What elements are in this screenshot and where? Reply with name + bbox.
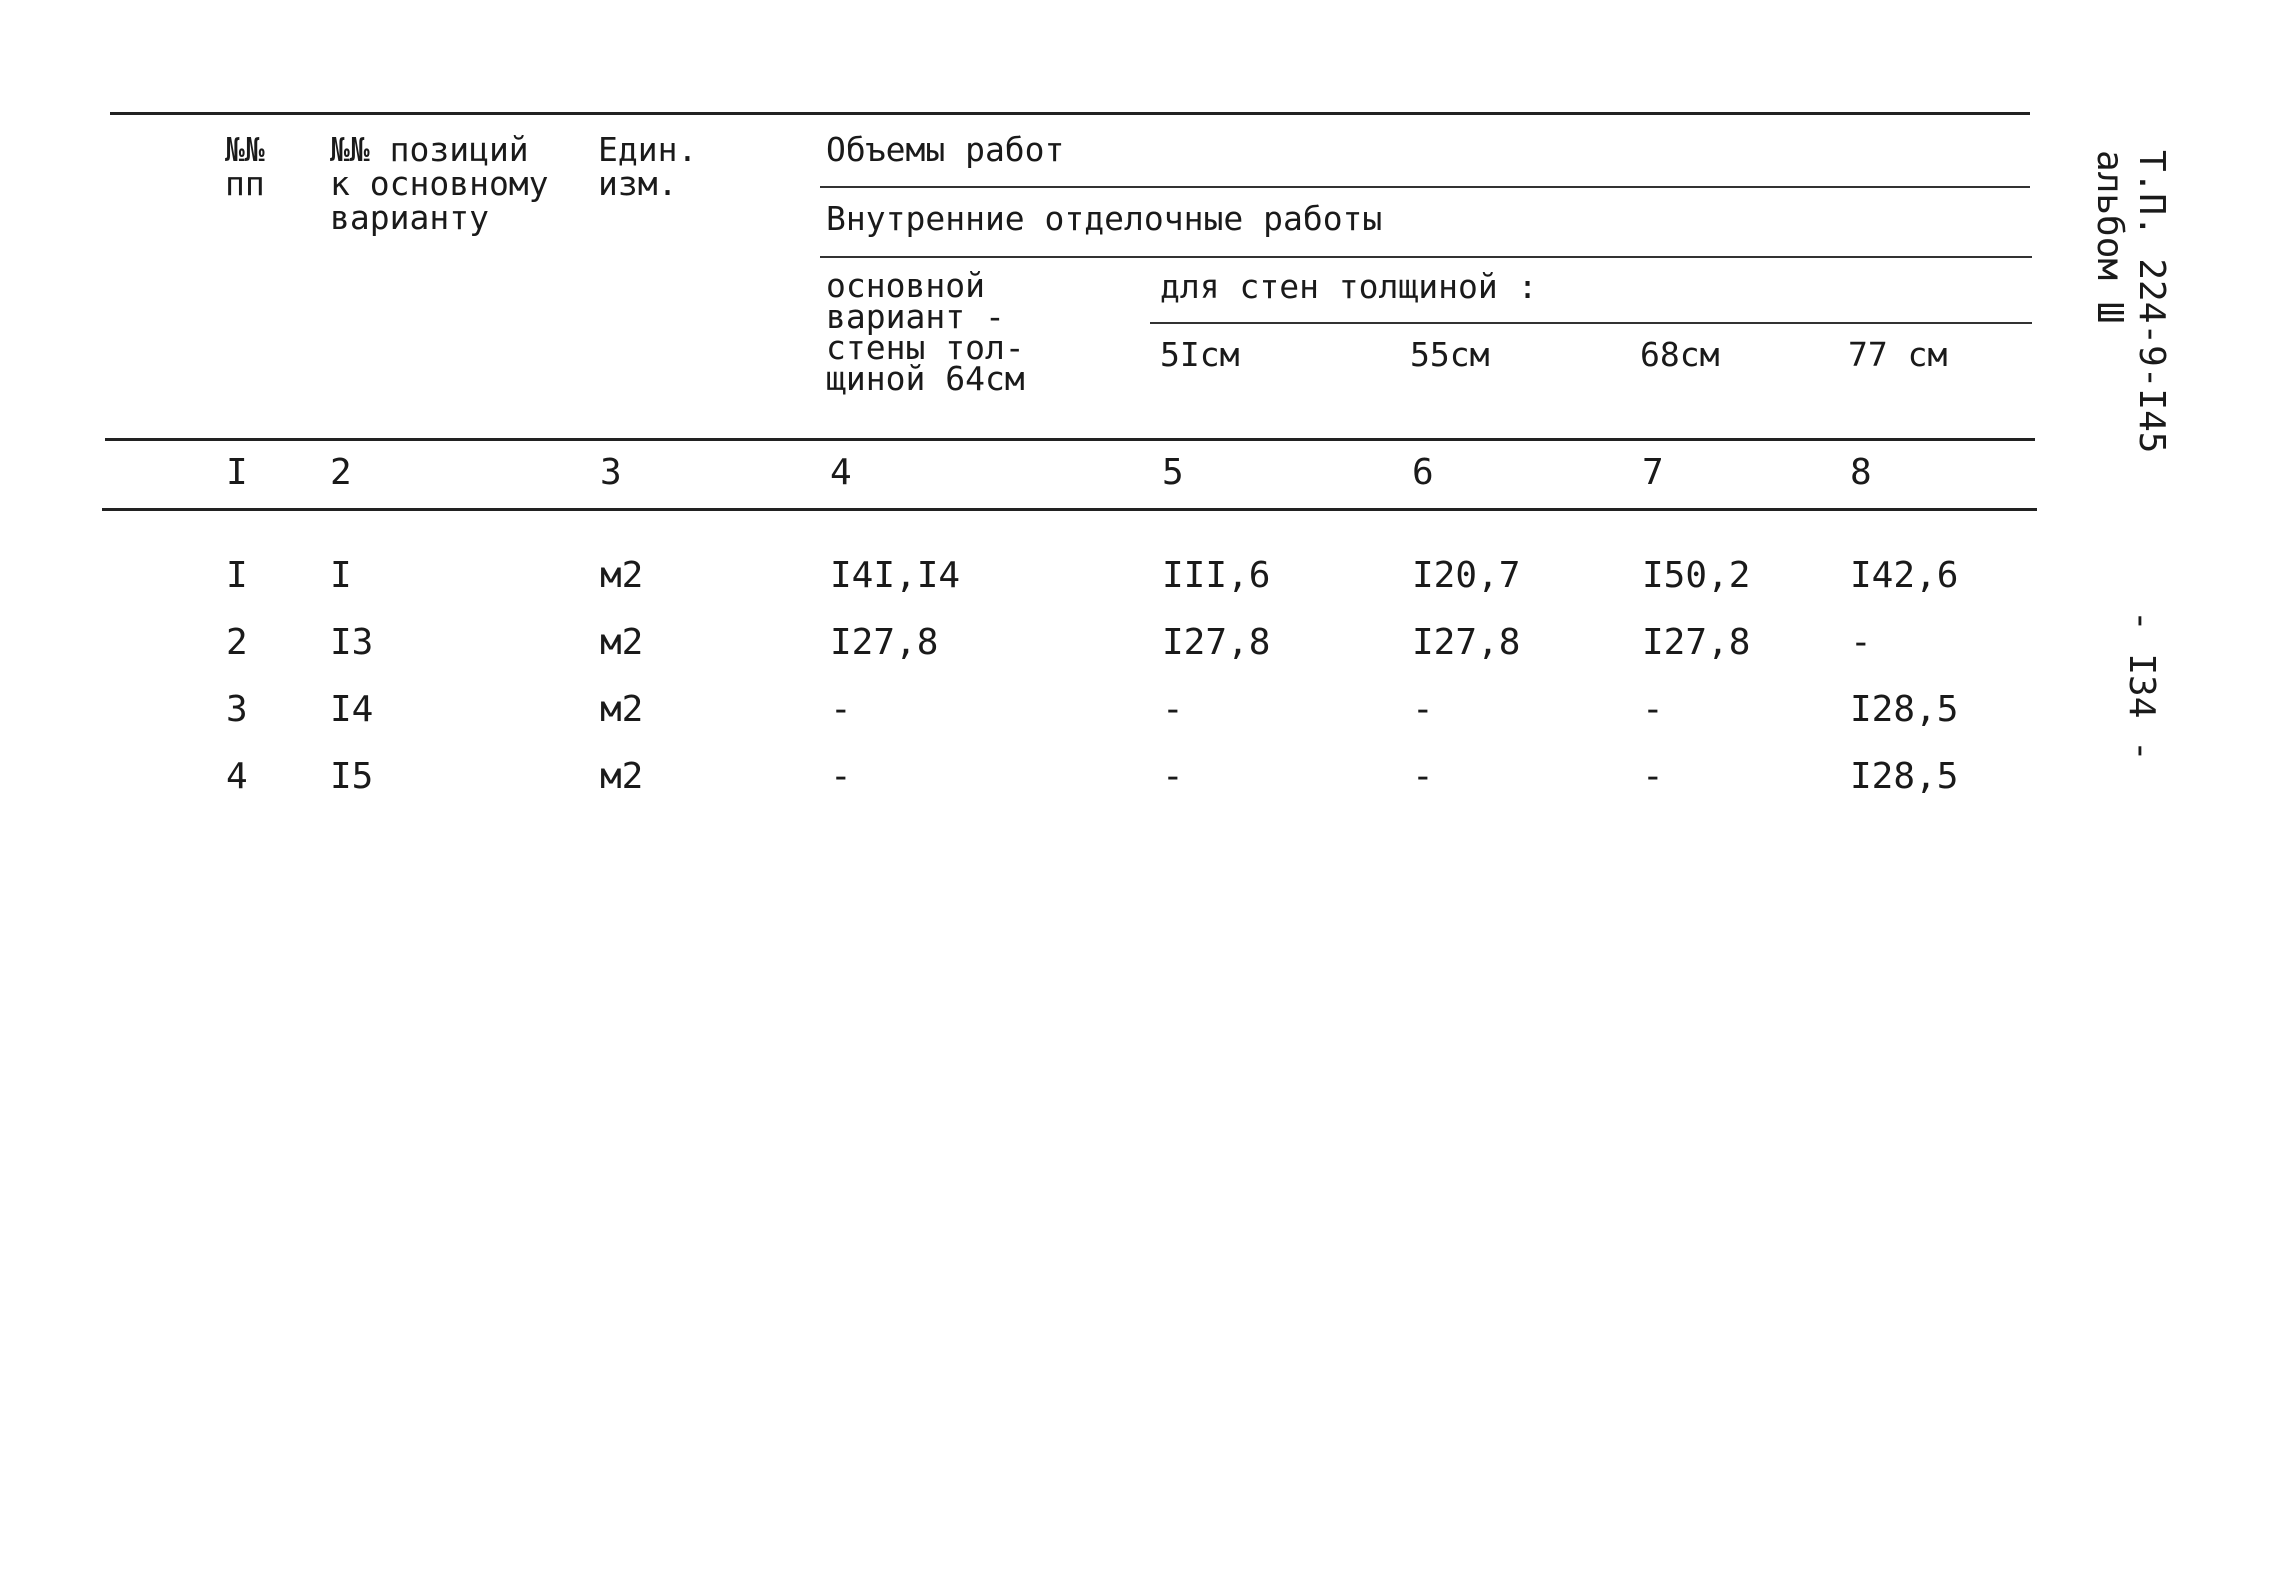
header-unit: Един. изм. [598, 130, 698, 203]
unit-cell: м2 [600, 756, 644, 797]
column-number: I [226, 452, 248, 493]
header-bottom-rule [105, 438, 2035, 441]
column-number: 5 [1162, 452, 1184, 493]
value-51-cell: III,6 [1162, 555, 1271, 596]
column-number: 7 [1642, 452, 1664, 493]
document-code: Т.П. 224-9-I45 [2131, 150, 2172, 454]
page-number: - I34 - [2121, 610, 2162, 762]
header-volumes: Объемы работ [826, 130, 1065, 169]
value-77-cell: I28,5 [1850, 756, 1959, 797]
value-77-cell: I28,5 [1850, 689, 1959, 730]
base-value-cell: - [830, 689, 852, 730]
value-51-cell: - [1162, 689, 1184, 730]
value-77-cell: - [1850, 622, 1872, 663]
value-55-cell: - [1412, 756, 1434, 797]
header-base-variant: основной вариант - стены тол- щиной 64см [826, 266, 1025, 398]
header-thickness-68: 68см [1640, 335, 1720, 374]
column-number: 6 [1412, 452, 1434, 493]
value-51-cell: - [1162, 756, 1184, 797]
header-thickness-77: 77 см [1848, 335, 1948, 374]
position-cell: I3 [330, 622, 374, 663]
album-label: альбом Ш [2089, 150, 2130, 324]
unit-cell: м2 [600, 622, 644, 663]
base-value-cell: I4I,I4 [830, 555, 961, 596]
value-77-cell: I42,6 [1850, 555, 1959, 596]
position-cell: I [330, 555, 352, 596]
column-number: 4 [830, 452, 852, 493]
header-for-walls: для стен толщиной : [1160, 267, 1538, 306]
row-number: 3 [226, 689, 248, 730]
row-number: I [226, 555, 248, 596]
unit-cell: м2 [600, 689, 644, 730]
value-51-cell: I27,8 [1162, 622, 1271, 663]
row-number: 2 [226, 622, 248, 663]
value-55-cell: - [1412, 689, 1434, 730]
volumes-rule [820, 186, 2030, 188]
value-68-cell: I27,8 [1642, 622, 1751, 663]
column-numbers-rule [102, 508, 2037, 511]
position-cell: I4 [330, 689, 374, 730]
value-68-cell: - [1642, 756, 1664, 797]
header-thickness-55: 55см [1410, 335, 1490, 374]
position-cell: I5 [330, 756, 374, 797]
column-number: 2 [330, 452, 352, 493]
header-interior-works: Внутренние отделочные работы [826, 199, 1383, 238]
column-number: 3 [600, 452, 622, 493]
row-number: 4 [226, 756, 248, 797]
value-55-cell: I20,7 [1412, 555, 1521, 596]
unit-cell: м2 [600, 555, 644, 596]
base-value-cell: - [830, 756, 852, 797]
base-value-cell: I27,8 [830, 622, 939, 663]
header-row-number: №№ пп [225, 130, 265, 203]
header-thickness-51: 5Iсм [1160, 335, 1240, 374]
for-walls-rule [1150, 322, 2032, 324]
value-68-cell: - [1642, 689, 1664, 730]
table-top-rule [110, 112, 2030, 115]
header-position: №№ позиций к основному варианту [330, 130, 549, 237]
interior-rule [820, 256, 2032, 258]
column-number: 8 [1850, 452, 1872, 493]
value-55-cell: I27,8 [1412, 622, 1521, 663]
value-68-cell: I50,2 [1642, 555, 1751, 596]
